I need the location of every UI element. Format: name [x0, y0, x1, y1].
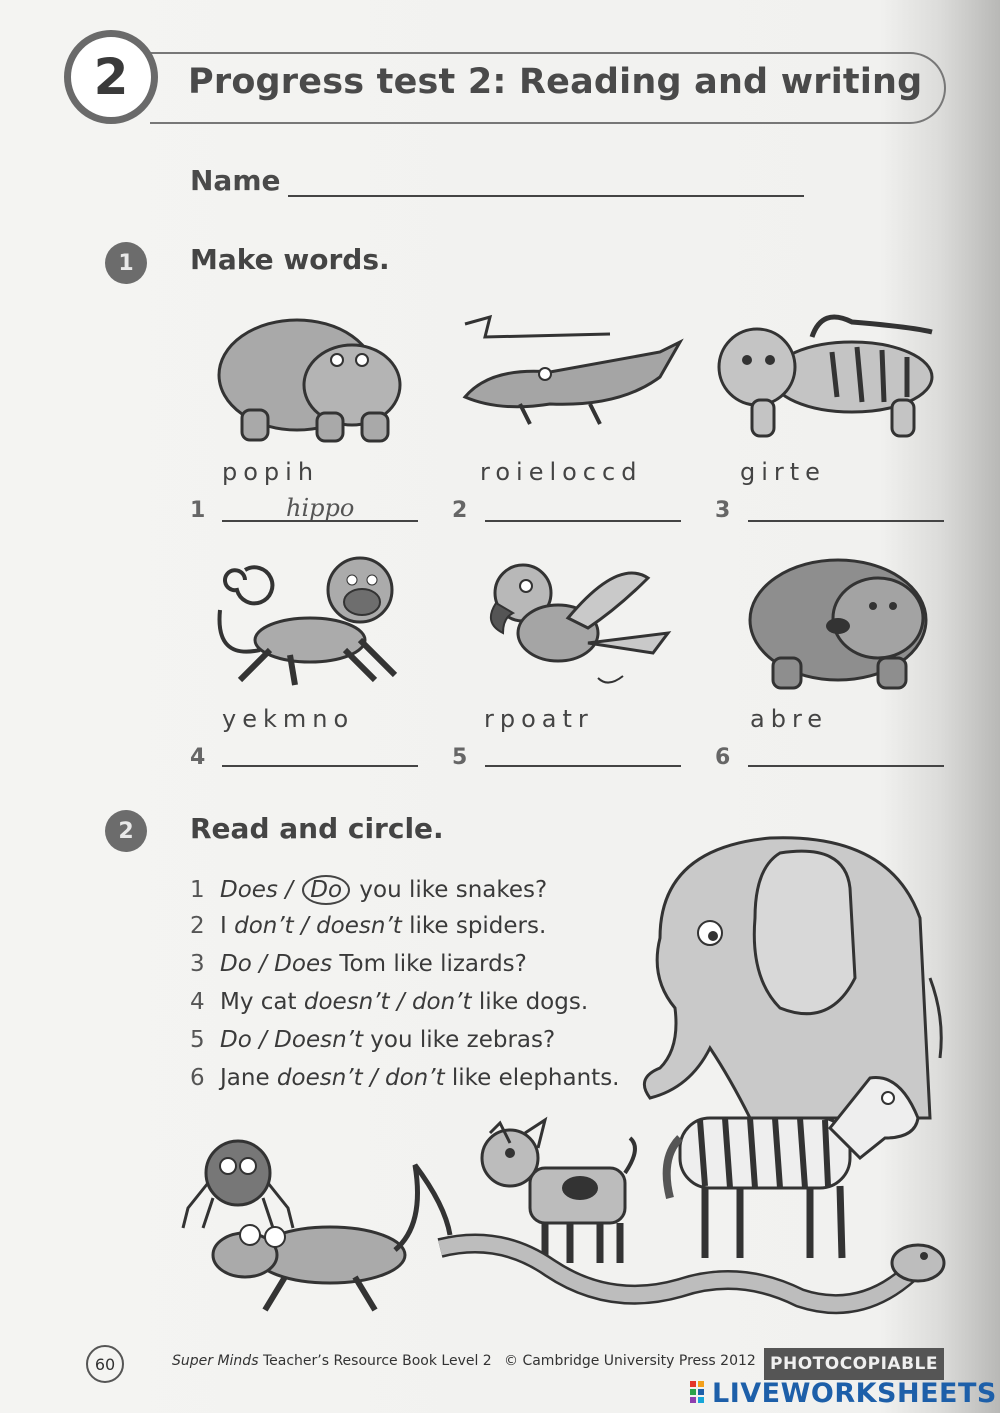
scrambled-word-6: abre [750, 705, 829, 733]
question-1 [190, 875, 547, 905]
option-separator: / [251, 1027, 275, 1053]
option-separator: / [277, 877, 301, 903]
answer-field-4[interactable] [222, 765, 418, 767]
option-separator: / [362, 1065, 386, 1091]
item-number-2: 2 [452, 498, 468, 523]
crocodile-icon [460, 312, 685, 432]
option-a[interactable]: Does [220, 877, 278, 903]
exercise-2-title: Read and circle. [190, 812, 444, 845]
question-4 [190, 989, 588, 1015]
question-number: 5 [190, 1027, 205, 1053]
item-number-4: 4 [190, 745, 206, 770]
answer-field-3[interactable] [748, 520, 944, 522]
scrambled-word-2: roieloccd [480, 458, 643, 486]
question-start: I [220, 913, 235, 939]
question-5 [190, 1027, 555, 1053]
option-b[interactable]: doesn’t [316, 913, 402, 939]
option-separator: / [389, 989, 412, 1015]
scrambled-word-4: yekmno [222, 705, 355, 733]
name-field[interactable] [288, 195, 804, 197]
page-number: 60 [86, 1345, 124, 1383]
option-a[interactable]: doesn’t [303, 989, 390, 1015]
scrambled-word-5: rpoatr [484, 705, 594, 733]
book-subtitle: Teacher’s Resource Book Level 2 [258, 1353, 492, 1369]
item-number-5: 5 [452, 745, 468, 770]
question-start: Jane [220, 1065, 277, 1091]
answer-field-6[interactable] [748, 765, 944, 767]
option-a[interactable]: doesn’t [276, 1065, 363, 1091]
book-credit [172, 1353, 492, 1369]
name-label: Name [190, 164, 281, 197]
option-b[interactable]: don’t [411, 989, 472, 1015]
monkey-icon [200, 550, 415, 690]
item-number-3: 3 [715, 498, 731, 523]
lizard-icon [205, 1205, 475, 1325]
option-b[interactable]: don’t [385, 1065, 445, 1091]
snake-icon [440, 1228, 950, 1328]
answer-field-2[interactable] [485, 520, 681, 522]
question-start: My cat [220, 989, 304, 1015]
item-number-1: 1 [190, 498, 206, 523]
tiger-icon [712, 302, 947, 442]
question-2 [190, 913, 546, 939]
question-number: 1 [190, 877, 205, 903]
answer-field-5[interactable] [485, 765, 681, 767]
copyright: © Cambridge University Press 2012 [504, 1353, 756, 1369]
option-separator: / [251, 951, 275, 977]
scrambled-word-1: popih [222, 458, 320, 486]
question-number: 2 [190, 913, 205, 939]
page-title: Progress test 2: Reading and writing [188, 62, 923, 102]
option-separator: / [293, 913, 317, 939]
photocopiable-badge: PHOTOCOPIABLE [764, 1348, 944, 1380]
question-rest: you like zebras? [363, 1027, 556, 1053]
scrambled-word-3: girte [740, 458, 826, 486]
question-number: 4 [190, 989, 205, 1015]
bear-icon [748, 548, 938, 693]
question-3 [190, 951, 527, 977]
hippo-icon [212, 305, 422, 445]
exercise-1-title: Make words. [190, 243, 390, 276]
answer-field-1[interactable] [222, 520, 418, 522]
question-rest: Tom like lizards? [332, 951, 527, 977]
unit-number-badge: 2 [64, 30, 158, 124]
question-number: 3 [190, 951, 205, 977]
exercise-1-badge: 1 [105, 242, 147, 284]
option-a[interactable]: Do [220, 1027, 252, 1053]
question-number: 6 [190, 1065, 205, 1091]
exercise-2-badge: 2 [105, 810, 147, 852]
book-title: Super Minds [172, 1353, 259, 1369]
question-rest: like dogs. [471, 989, 589, 1015]
option-b[interactable]: Does [274, 951, 333, 977]
question-rest: like elephants. [444, 1065, 620, 1091]
liveworksheets-watermark[interactable] [690, 1378, 997, 1408]
option-a[interactable]: don’t [234, 913, 294, 939]
answer-field-1-text: hippo [286, 494, 355, 522]
liveworksheets-text: LIVEWORKSHEETS [712, 1377, 997, 1409]
option-b-circled[interactable]: Do [302, 875, 350, 905]
question-rest: like spiders. [401, 913, 547, 939]
question-rest: you like snakes? [352, 877, 548, 903]
question-6 [190, 1065, 620, 1091]
option-b[interactable]: Doesn’t [274, 1027, 363, 1053]
option-a[interactable]: Do [220, 951, 252, 977]
item-number-6: 6 [715, 745, 731, 770]
liveworksheets-logo [690, 1381, 712, 1405]
parrot-icon [478, 548, 673, 698]
